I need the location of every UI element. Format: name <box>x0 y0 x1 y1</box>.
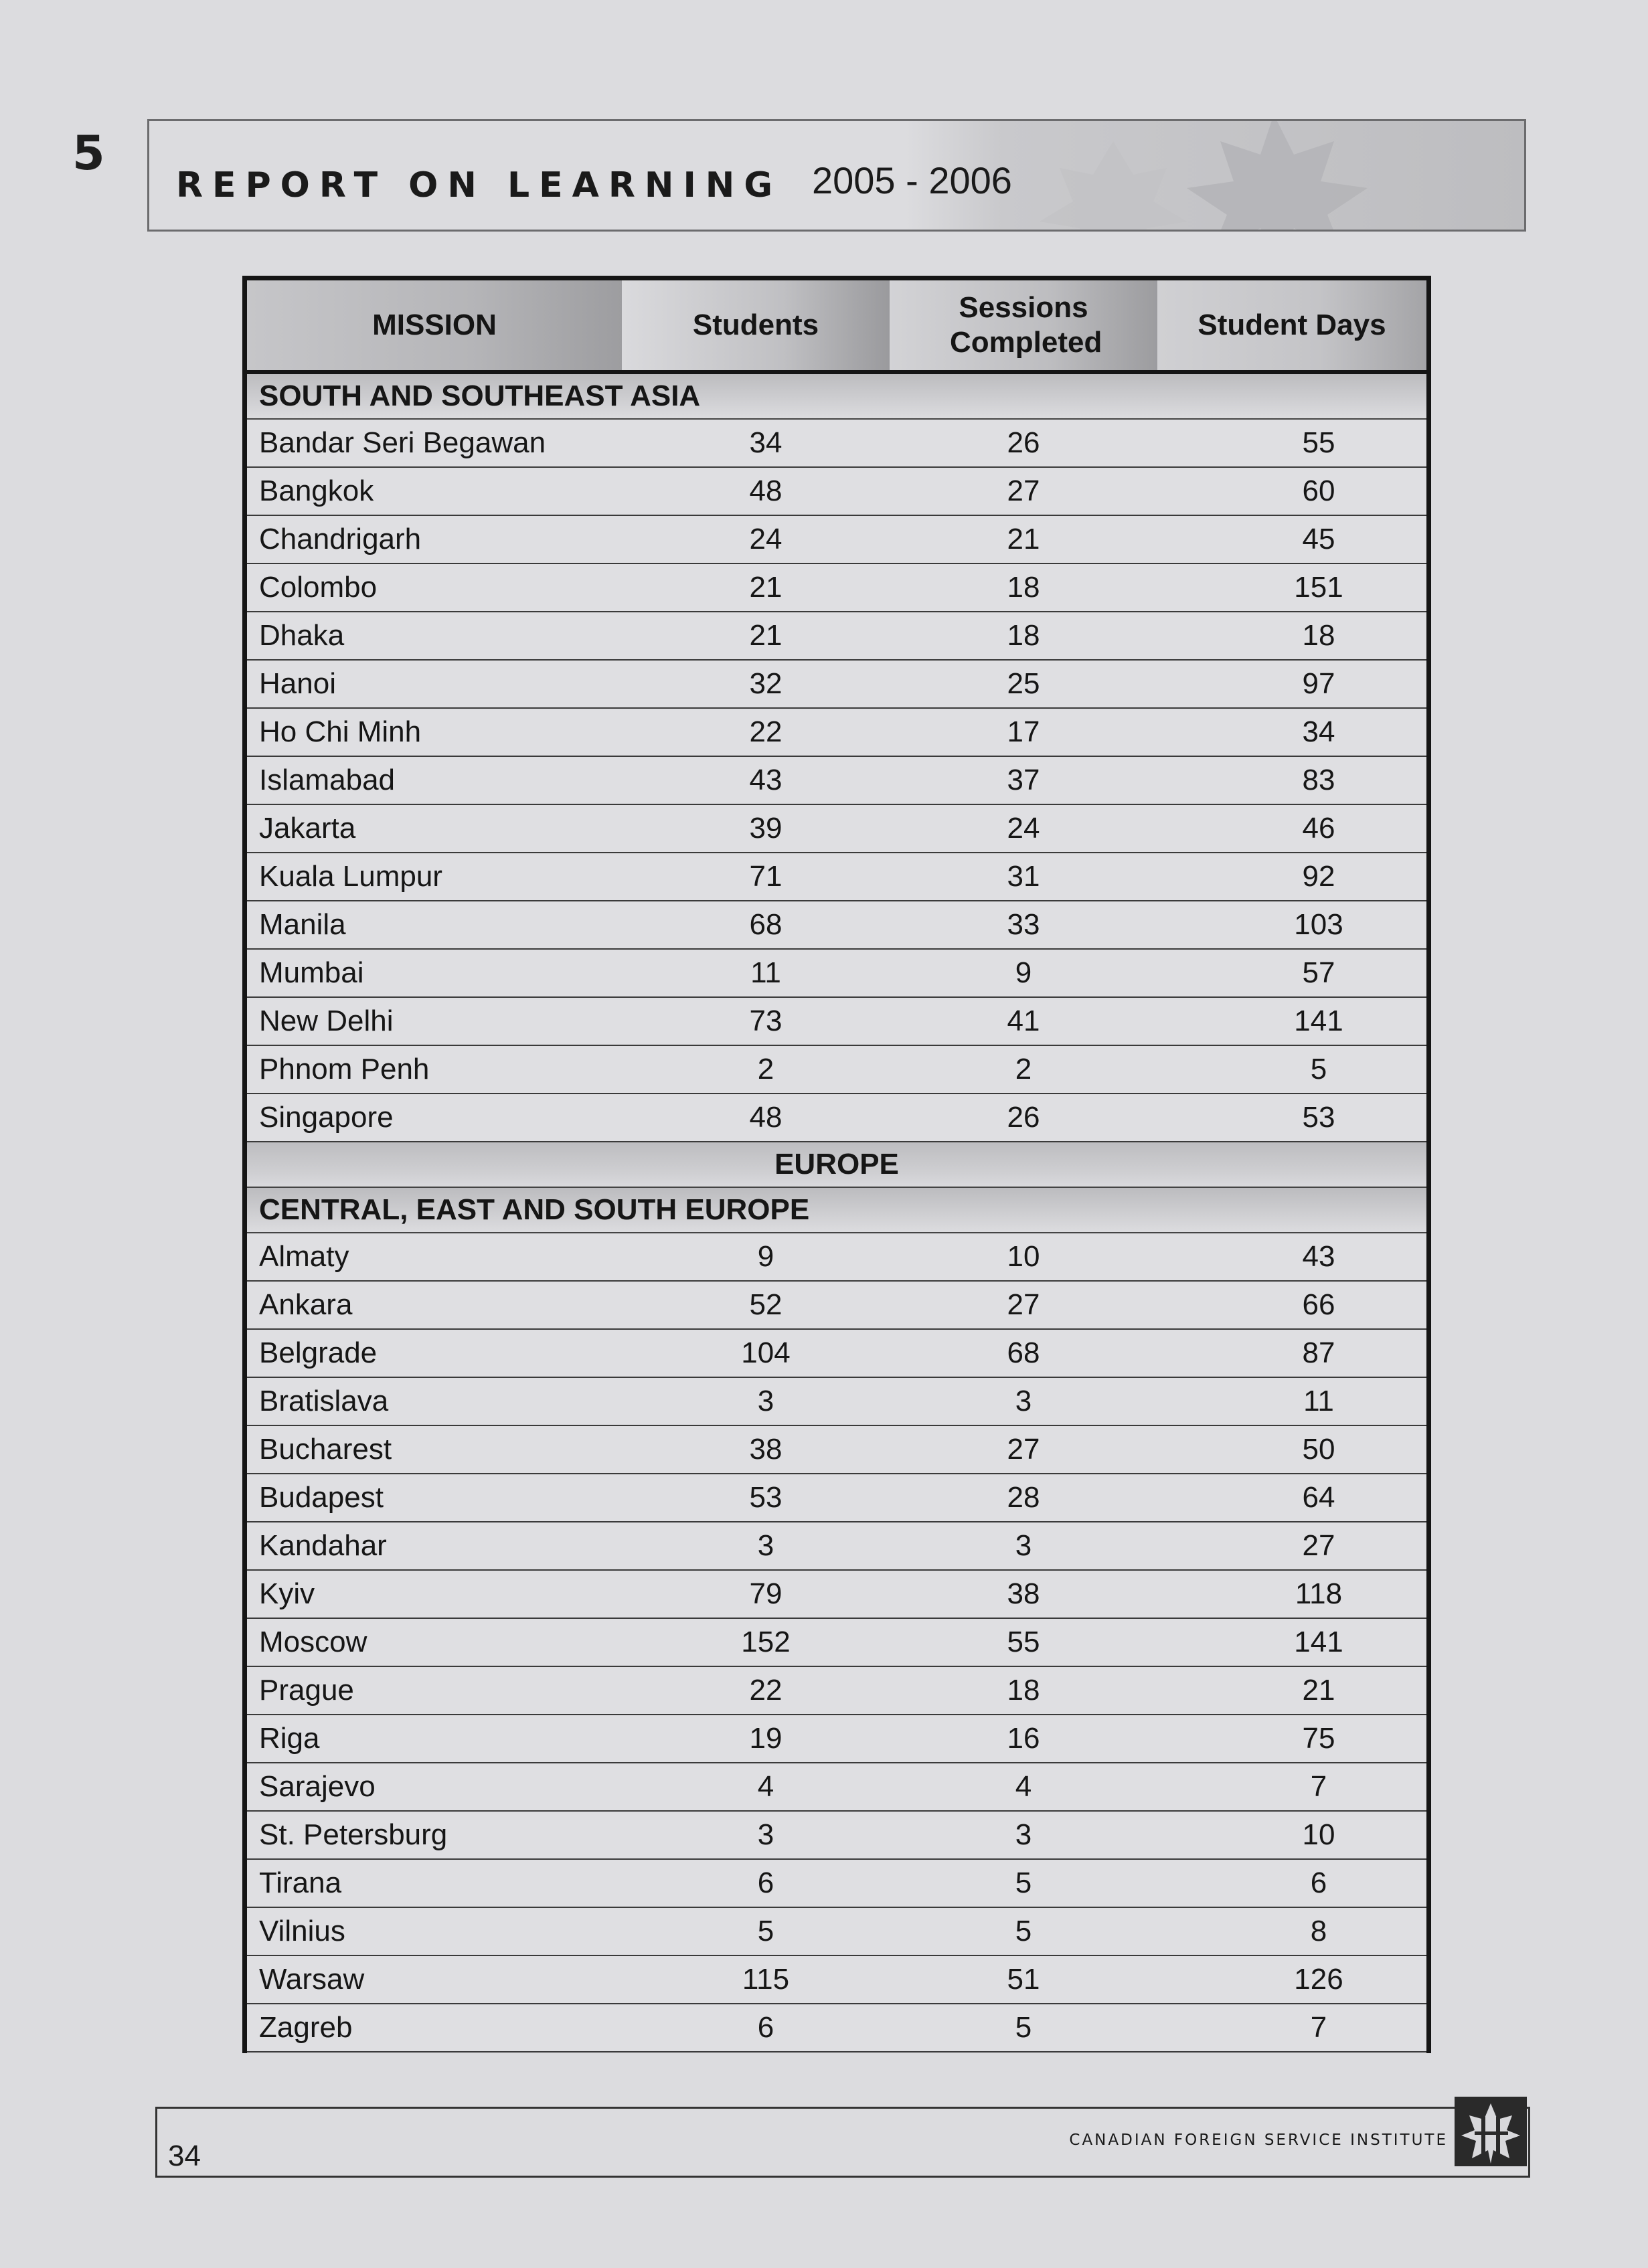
sessions-completed-cell: 41 <box>890 997 1157 1045</box>
publisher-name: CANADIAN FOREIGN SERVICE INSTITUTE <box>1069 2131 1448 2149</box>
column-header-sessions-completed: Sessions Completed <box>890 280 1157 372</box>
table-row <box>247 949 1426 997</box>
student-days-cell: 46 <box>1157 804 1426 853</box>
table-row <box>247 1094 1426 1142</box>
student-days-cell: 6 <box>1157 1859 1426 1907</box>
table-row <box>247 660 1426 708</box>
sessions-completed-cell: 55 <box>890 1618 1157 1666</box>
table-row <box>247 804 1426 853</box>
sessions-completed-cell: 18 <box>890 563 1157 612</box>
students-cell: 115 <box>622 1955 890 2004</box>
sessions-completed-cell: 18 <box>890 1666 1157 1715</box>
students-cell: 39 <box>622 804 890 853</box>
mission-name-cell: Zagreb <box>247 2004 622 2052</box>
students-cell: 9 <box>622 1233 890 1281</box>
students-cell: 21 <box>622 612 890 660</box>
students-cell: 53 <box>622 1474 890 1522</box>
students-cell: 4 <box>622 1763 890 1811</box>
table-row <box>247 419 1426 467</box>
table-row <box>247 1811 1426 1859</box>
table-row <box>247 1715 1426 1763</box>
mission-name-cell: Mumbai <box>247 949 622 997</box>
mission-name-cell: Bandar Seri Begawan <box>247 419 622 467</box>
sessions-completed-cell: 26 <box>890 1094 1157 1142</box>
mission-name-cell: Colombo <box>247 563 622 612</box>
mission-table <box>247 280 1426 2053</box>
students-cell: 3 <box>622 1377 890 1425</box>
students-cell: 38 <box>622 1425 890 1474</box>
student-days-cell: 10 <box>1157 1811 1426 1859</box>
student-days-cell: 92 <box>1157 853 1426 901</box>
student-days-cell: 126 <box>1157 1955 1426 2004</box>
table-row <box>247 1329 1426 1377</box>
students-cell: 2 <box>622 1045 890 1094</box>
sessions-completed-cell: 27 <box>890 1425 1157 1474</box>
students-cell: 34 <box>622 419 890 467</box>
students-cell: 6 <box>622 1859 890 1907</box>
mission-name-cell: New Delhi <box>247 997 622 1045</box>
student-days-cell: 151 <box>1157 563 1426 612</box>
mission-name-cell: Manila <box>247 901 622 949</box>
report-header <box>147 119 1526 232</box>
table-row <box>247 997 1426 1045</box>
mission-name-cell: Moscow <box>247 1618 622 1666</box>
student-days-cell: 87 <box>1157 1329 1426 1377</box>
table-row <box>247 1763 1426 1811</box>
mission-name-cell: Chandrigarh <box>247 515 622 563</box>
table-row <box>247 1474 1426 1522</box>
mission-name-cell: Dhaka <box>247 612 622 660</box>
table-row <box>247 853 1426 901</box>
table-row <box>247 708 1426 756</box>
students-cell: 79 <box>622 1570 890 1618</box>
sessions-completed-cell: 5 <box>890 1907 1157 1955</box>
table-row <box>247 1618 1426 1666</box>
region-header-row <box>247 1142 1426 1187</box>
sessions-completed-cell: 2 <box>890 1045 1157 1094</box>
table-header-row <box>247 280 1426 372</box>
sessions-completed-cell: 3 <box>890 1522 1157 1570</box>
student-days-cell: 64 <box>1157 1474 1426 1522</box>
sessions-completed-cell: 28 <box>890 1474 1157 1522</box>
table-row <box>247 1570 1426 1618</box>
student-days-cell: 34 <box>1157 708 1426 756</box>
page-number: 34 <box>168 2140 201 2172</box>
sessions-completed-cell: 3 <box>890 1811 1157 1859</box>
students-cell: 71 <box>622 853 890 901</box>
mission-name-cell: Bucharest <box>247 1425 622 1474</box>
mission-name-cell: Singapore <box>247 1094 622 1142</box>
sessions-completed-cell: 25 <box>890 660 1157 708</box>
students-cell: 24 <box>622 515 890 563</box>
sessions-completed-cell: 16 <box>890 1715 1157 1763</box>
student-days-cell: 45 <box>1157 515 1426 563</box>
students-cell: 48 <box>622 467 890 515</box>
sessions-completed-cell: 21 <box>890 515 1157 563</box>
table-row <box>247 515 1426 563</box>
table-row <box>247 1281 1426 1329</box>
table-row <box>247 563 1426 612</box>
sessions-completed-cell: 27 <box>890 467 1157 515</box>
student-days-cell: 103 <box>1157 901 1426 949</box>
table-row <box>247 612 1426 660</box>
sessions-completed-cell: 37 <box>890 756 1157 804</box>
student-days-cell: 50 <box>1157 1425 1426 1474</box>
students-cell: 73 <box>622 997 890 1045</box>
mission-name-cell: Prague <box>247 1666 622 1715</box>
mission-name-cell: Warsaw <box>247 1955 622 2004</box>
student-days-cell: 43 <box>1157 1233 1426 1281</box>
sessions-completed-cell: 31 <box>890 853 1157 901</box>
column-header-mission: MISSION <box>247 280 622 372</box>
table-body <box>247 372 1426 2052</box>
sessions-completed-cell: 5 <box>890 2004 1157 2052</box>
report-title: REPORT ON LEARNING <box>176 165 782 205</box>
column-header-students: Students <box>622 280 890 372</box>
mission-name-cell: Riga <box>247 1715 622 1763</box>
sessions-completed-cell: 4 <box>890 1763 1157 1811</box>
student-days-cell: 5 <box>1157 1045 1426 1094</box>
mission-name-cell: Kuala Lumpur <box>247 853 622 901</box>
mission-name-cell: Tirana <box>247 1859 622 1907</box>
table-row <box>247 1045 1426 1094</box>
student-days-cell: 141 <box>1157 997 1426 1045</box>
mission-name-cell: Islamabad <box>247 756 622 804</box>
sessions-completed-cell: 51 <box>890 1955 1157 2004</box>
mission-name-cell: Kyiv <box>247 1570 622 1618</box>
mission-name-cell: Ankara <box>247 1281 622 1329</box>
sessions-completed-cell: 5 <box>890 1859 1157 1907</box>
table-row <box>247 1859 1426 1907</box>
students-cell: 22 <box>622 708 890 756</box>
mission-name-cell: Kandahar <box>247 1522 622 1570</box>
student-days-cell: 7 <box>1157 2004 1426 2052</box>
table-row <box>247 1907 1426 1955</box>
mission-name-cell: Sarajevo <box>247 1763 622 1811</box>
student-days-cell: 8 <box>1157 1907 1426 1955</box>
table-row <box>247 1522 1426 1570</box>
student-days-cell: 27 <box>1157 1522 1426 1570</box>
mission-name-cell: Budapest <box>247 1474 622 1522</box>
student-days-cell: 7 <box>1157 1763 1426 1811</box>
cfsi-logo <box>1455 2097 1527 2166</box>
students-cell: 152 <box>622 1618 890 1666</box>
students-cell: 104 <box>622 1329 890 1377</box>
students-cell: 6 <box>622 2004 890 2052</box>
student-days-cell: 21 <box>1157 1666 1426 1715</box>
students-cell: 5 <box>622 1907 890 1955</box>
students-cell: 3 <box>622 1522 890 1570</box>
table-row <box>247 1233 1426 1281</box>
students-cell: 19 <box>622 1715 890 1763</box>
table-row <box>247 1377 1426 1425</box>
student-days-cell: 60 <box>1157 467 1426 515</box>
sessions-completed-cell: 27 <box>890 1281 1157 1329</box>
student-days-cell: 66 <box>1157 1281 1426 1329</box>
student-days-cell: 83 <box>1157 756 1426 804</box>
student-days-cell: 55 <box>1157 419 1426 467</box>
students-cell: 32 <box>622 660 890 708</box>
students-cell: 3 <box>622 1811 890 1859</box>
mission-name-cell: Belgrade <box>247 1329 622 1377</box>
mission-name-cell: Phnom Penh <box>247 1045 622 1094</box>
table-row <box>247 1955 1426 2004</box>
sessions-completed-cell: 33 <box>890 901 1157 949</box>
section-header-row <box>247 1187 1426 1233</box>
students-cell: 11 <box>622 949 890 997</box>
mission-name-cell: Bangkok <box>247 467 622 515</box>
student-days-cell: 53 <box>1157 1094 1426 1142</box>
sessions-completed-cell: 38 <box>890 1570 1157 1618</box>
students-cell: 22 <box>622 1666 890 1715</box>
mission-name-cell: St. Petersburg <box>247 1811 622 1859</box>
section-header-row <box>247 372 1426 419</box>
mission-table-frame <box>242 276 1431 2053</box>
student-days-cell: 97 <box>1157 660 1426 708</box>
mission-name-cell: Vilnius <box>247 1907 622 1955</box>
maple-leaf-watermark <box>1033 119 1501 232</box>
student-days-cell: 141 <box>1157 1618 1426 1666</box>
table-row <box>247 1425 1426 1474</box>
section-label: SOUTH AND SOUTHEAST ASIA <box>247 372 1426 419</box>
sessions-completed-cell: 68 <box>890 1329 1157 1377</box>
table-row <box>247 1666 1426 1715</box>
table-row <box>247 901 1426 949</box>
students-cell: 68 <box>622 901 890 949</box>
students-cell: 52 <box>622 1281 890 1329</box>
sessions-completed-cell: 18 <box>890 612 1157 660</box>
student-days-cell: 118 <box>1157 1570 1426 1618</box>
student-days-cell: 75 <box>1157 1715 1426 1763</box>
sessions-completed-cell: 3 <box>890 1377 1157 1425</box>
region-label: EUROPE <box>247 1142 1426 1187</box>
student-days-cell: 18 <box>1157 612 1426 660</box>
column-header-student-days: Student Days <box>1157 280 1426 372</box>
student-days-cell: 57 <box>1157 949 1426 997</box>
sessions-completed-cell: 17 <box>890 708 1157 756</box>
mission-name-cell: Almaty <box>247 1233 622 1281</box>
mission-name-cell: Hanoi <box>247 660 622 708</box>
table-row <box>247 2004 1426 2052</box>
students-cell: 48 <box>622 1094 890 1142</box>
mission-name-cell: Ho Chi Minh <box>247 708 622 756</box>
sessions-completed-cell: 9 <box>890 949 1157 997</box>
table-row <box>247 756 1426 804</box>
table-row <box>247 467 1426 515</box>
chapter-number: 5 <box>72 126 104 181</box>
section-label: CENTRAL, EAST AND SOUTH EUROPE <box>247 1187 1426 1233</box>
sessions-completed-cell: 26 <box>890 419 1157 467</box>
students-cell: 43 <box>622 756 890 804</box>
mission-name-cell: Bratislava <box>247 1377 622 1425</box>
sessions-completed-cell: 24 <box>890 804 1157 853</box>
students-cell: 21 <box>622 563 890 612</box>
student-days-cell: 11 <box>1157 1377 1426 1425</box>
report-year: 2005 - 2006 <box>812 159 1012 201</box>
sessions-completed-cell: 10 <box>890 1233 1157 1281</box>
mission-name-cell: Jakarta <box>247 804 622 853</box>
page-footer <box>155 2107 1530 2178</box>
